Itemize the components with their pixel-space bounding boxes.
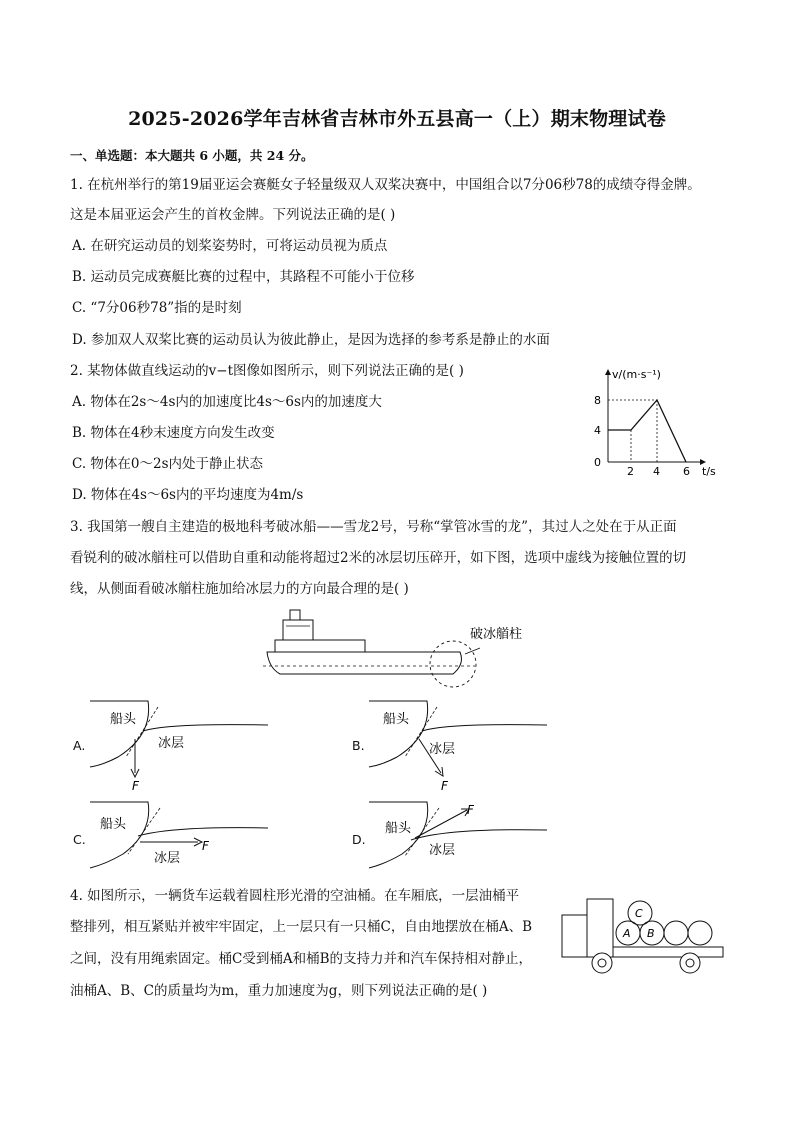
velocity-line — [608, 400, 686, 462]
q4-stem-line2: 整排列，相互紧贴并被牢牢固定，上一层只有一只桶C，自由地摆放在桶A、B — [70, 919, 532, 935]
ship-hull — [267, 652, 461, 674]
q1-option-d: D. 参加双人双桨比赛的运动员认为彼此静止，是因为选择的参考系是静止的水面 — [72, 332, 550, 348]
force-label: F — [467, 803, 474, 817]
q1-option-a: A. 在研究运动员的划桨姿势时，可将运动员视为质点 — [72, 238, 388, 254]
q2-option-b: B. 物体在4秒末速度方向发生改变 — [72, 425, 275, 441]
y-tick-8: 8 — [594, 394, 601, 407]
y-axis-label: v/(m·s⁻¹) — [612, 368, 661, 381]
barrel-a-label: A — [623, 927, 631, 940]
ice-label: 冰层 — [429, 742, 456, 757]
option-b-figure — [367, 695, 567, 795]
q3-stem-line3: 线，从侧面看破冰艏柱施加给冰层力的方向最合理的是( ) — [70, 581, 409, 597]
q2-option-a: A. 物体在2s～4s内的加速度比4s～6s内的加速度大 — [72, 394, 382, 410]
q3-stem-line1: 3. 我国第一艘自主建造的极地科考破冰船——雪龙2号，号称“掌管冰雪的龙”，其过人之处在于从正面 — [70, 519, 677, 535]
bow-outline — [90, 701, 149, 767]
x-axis-label: t/s — [702, 465, 716, 478]
ship-bridge — [283, 620, 313, 640]
option-c-label: C. — [73, 832, 86, 847]
ice-layer — [138, 828, 268, 836]
option-a-figure — [88, 695, 288, 795]
q4-stem-line3: 之间，没有用绳索固定。桶C受到桶A和桶B的支持力并和汽车保持相对静止， — [70, 951, 532, 967]
q4-stem-line4: 油桶A、B、C的质量均为m，重力加速度为g，则下列说法正确的是( ) — [70, 983, 488, 999]
barrel — [688, 921, 712, 945]
ship-mast — [290, 610, 300, 620]
q1-option-b: B. 运动员完成赛艇比赛的过程中，其路程不可能小于位移 — [72, 269, 415, 285]
ship-deck — [275, 640, 365, 652]
ice-layer — [422, 725, 547, 731]
ice-label: 冰层 — [154, 851, 181, 866]
q1-stem-line1: 1. 在杭州举行的第19届亚运会赛艇女子轻量级双人双桨决赛中，中国组合以7分06秒78的成绩夺得金牌。 — [70, 177, 701, 193]
bow-label: 船头 — [110, 712, 137, 727]
bow-label: 船头 — [385, 821, 412, 836]
barrel-b-label: B — [647, 927, 655, 940]
ice-breaking-bow-label: 破冰艏柱 — [470, 627, 523, 642]
x-tick-6: 6 — [683, 465, 690, 478]
ice-layer — [411, 830, 547, 840]
option-c-figure — [88, 796, 288, 876]
page-title: 2025-2026学年吉林省吉林市外五县高一（上）期末物理试卷 — [128, 108, 666, 130]
option-d-label: D. — [352, 832, 366, 847]
y-tick-4: 4 — [594, 424, 601, 437]
q2-stem: 2. 某物体做直线运动的v−t图像如图所示，则下列说法正确的是( ) — [70, 363, 464, 379]
bow-outline — [369, 701, 428, 767]
truck-front — [587, 899, 613, 957]
q4-stem-line1: 4. 如图所示，一辆货车运载着圆柱形光滑的空油桶。在车厢底，一层油桶平 — [70, 888, 520, 904]
wheel-rear — [680, 953, 700, 973]
option-b-label: B. — [352, 738, 365, 753]
section-header: 一、单选题：本大题共 6 小题，共 24 分。 — [70, 148, 314, 163]
force-label: F — [202, 839, 209, 853]
option-d-figure — [367, 796, 567, 876]
bow-label: 船头 — [383, 712, 410, 727]
q2-option-d: D. 物体在4s～6s内的平均速度为4m/s — [72, 487, 304, 503]
ice-label: 冰层 — [158, 736, 185, 751]
x-tick-4: 4 — [653, 465, 660, 478]
truck-bed — [613, 947, 723, 957]
truck-cab — [562, 915, 587, 957]
force-label: F — [441, 779, 448, 793]
option-a-label: A. — [73, 738, 86, 753]
x-tick-2: 2 — [627, 465, 634, 478]
ice-layer — [143, 725, 268, 731]
q1-option-c: C. “7分06秒78”指的是时刻 — [72, 300, 242, 316]
bow-label: 船头 — [100, 817, 127, 832]
q2-option-c: C. 物体在0～2s内处于静止状态 — [72, 456, 264, 472]
ship-figure — [255, 608, 555, 698]
vt-graph — [590, 362, 730, 482]
bow-circle — [430, 641, 476, 687]
barrel — [664, 921, 688, 945]
q1-stem-line2: 这是本届亚运会产生的首枚金牌。下列说法正确的是( ) — [70, 207, 396, 223]
force-label: F — [132, 779, 139, 793]
truck-figure — [560, 897, 730, 977]
ice-label: 冰层 — [429, 843, 456, 858]
wheel-front — [592, 953, 612, 973]
barrel-c-label: C — [635, 907, 643, 920]
y-tick-0: 0 — [594, 456, 601, 469]
q3-stem-line2: 看锐利的破冰艏柱可以借助自重和动能将超过2米的冰层切压碎开，如下图，选项中虚线为接触位置的切 — [70, 550, 687, 566]
